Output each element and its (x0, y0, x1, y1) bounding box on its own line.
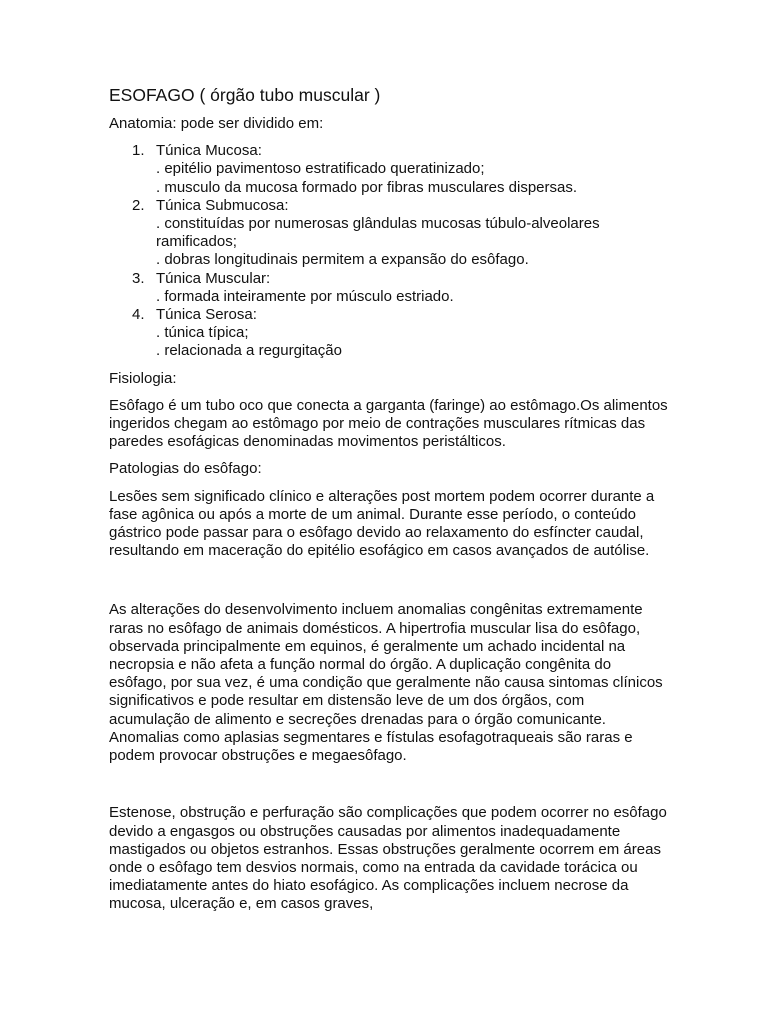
document-title: ESOFAGO ( órgão tubo muscular ) (109, 85, 381, 105)
tunica-detail: . epitélio pavimentoso estratificado queratinizado; (156, 160, 485, 178)
physiology-heading: Fisiologia: (109, 369, 177, 387)
tunica-detail: . formada inteiramente por músculo estriado. (156, 287, 454, 305)
tunica-name: Túnica Mucosa: (156, 142, 262, 160)
pathology-paragraph-3: Estenose, obstrução e perfuração são complicações que podem ocorrer no esôfago devido a engasgos ou obstruções causadas por alimentos inadequadamente mastigados ou objetos estranhos. Essas obstruções geralmente ocorrem em áreas onde o esôfago tem desvios normais, como na entrada da cavidade torácica ou imediatamente antes do hiato esofágico. As complicações incluem necrose da mucosa, ulceração e, em casos graves, (109, 804, 667, 913)
physiology-paragraph: Esôfago é um tubo oco que conecta a garganta (faringe) ao estômago.Os alimentos ingeridos chegam ao estômago por meio de contrações musculares rítmicas das paredes esofágicas denominadas movimentos peristálticos. (109, 396, 668, 451)
list-number: 2. (132, 196, 145, 214)
anatomy-intro: Anatomia: pode ser dividido em: (109, 115, 324, 132)
tunica-detail: . relacionada a regurgitação (156, 342, 342, 360)
tunica-detail: . túnica típica; (156, 324, 249, 342)
pathology-paragraph-1: Lesões sem significado clínico e alterações post mortem podem ocorrer durante a fase agônica ou após a morte de um animal. Durante esse período, o conteúdo gástrico pode passar para o esôfago devido ao relaxamento do esfíncter caudal, resultando em maceração do epitélio esofágico em casos avançados de autólise. (109, 487, 655, 560)
pathology-heading: Patologias do esôfago: (109, 460, 262, 478)
tunica-detail: . musculo da mucosa formado por fibras musculares dispersas. (156, 178, 578, 196)
list-number: 4. (132, 306, 145, 324)
spacer (109, 774, 669, 804)
tunica-name: Túnica Serosa: (156, 306, 257, 324)
document-page (109, 84, 669, 923)
list-item (109, 142, 669, 197)
spacer (109, 569, 669, 601)
list-number: 1. (132, 142, 145, 160)
tunica-detail: . constituídas por numerosas glândulas mucosas túbulo-alveolares ramificados; (156, 215, 600, 251)
pathology-paragraph-2: As alterações do desenvolvimento incluem anomalias congênitas extremamente raras no esôfago de animais domésticos. A hipertrofia muscular lisa do esôfago, observada principalmente em equinos, é geralmente um achado incidental na necropsia e não afeta a função normal do órgão. A duplicação congênita do esôfago, por sua vez, é uma condição que geralmente não causa sintomas clínicos significativos e pode resultar em distensão leve de um dos órgãos, com acumulação de alimento e secreções drenadas para o órgão comunicante. Anomalias como aplasias segmentares e fístulas esofagotraqueais são raras e podem provocar obstruções e megaesôfago. (109, 601, 663, 765)
tunica-detail: . dobras longitudinais permitem a expansão do esôfago. (156, 251, 529, 269)
list-number: 3. (132, 269, 145, 287)
tunica-name: Túnica Muscular: (156, 269, 271, 287)
list-item (109, 270, 669, 306)
list-item (109, 306, 669, 361)
tunica-name: Túnica Submucosa: (156, 196, 289, 214)
list-item (109, 197, 669, 270)
tunica-list (109, 142, 669, 360)
